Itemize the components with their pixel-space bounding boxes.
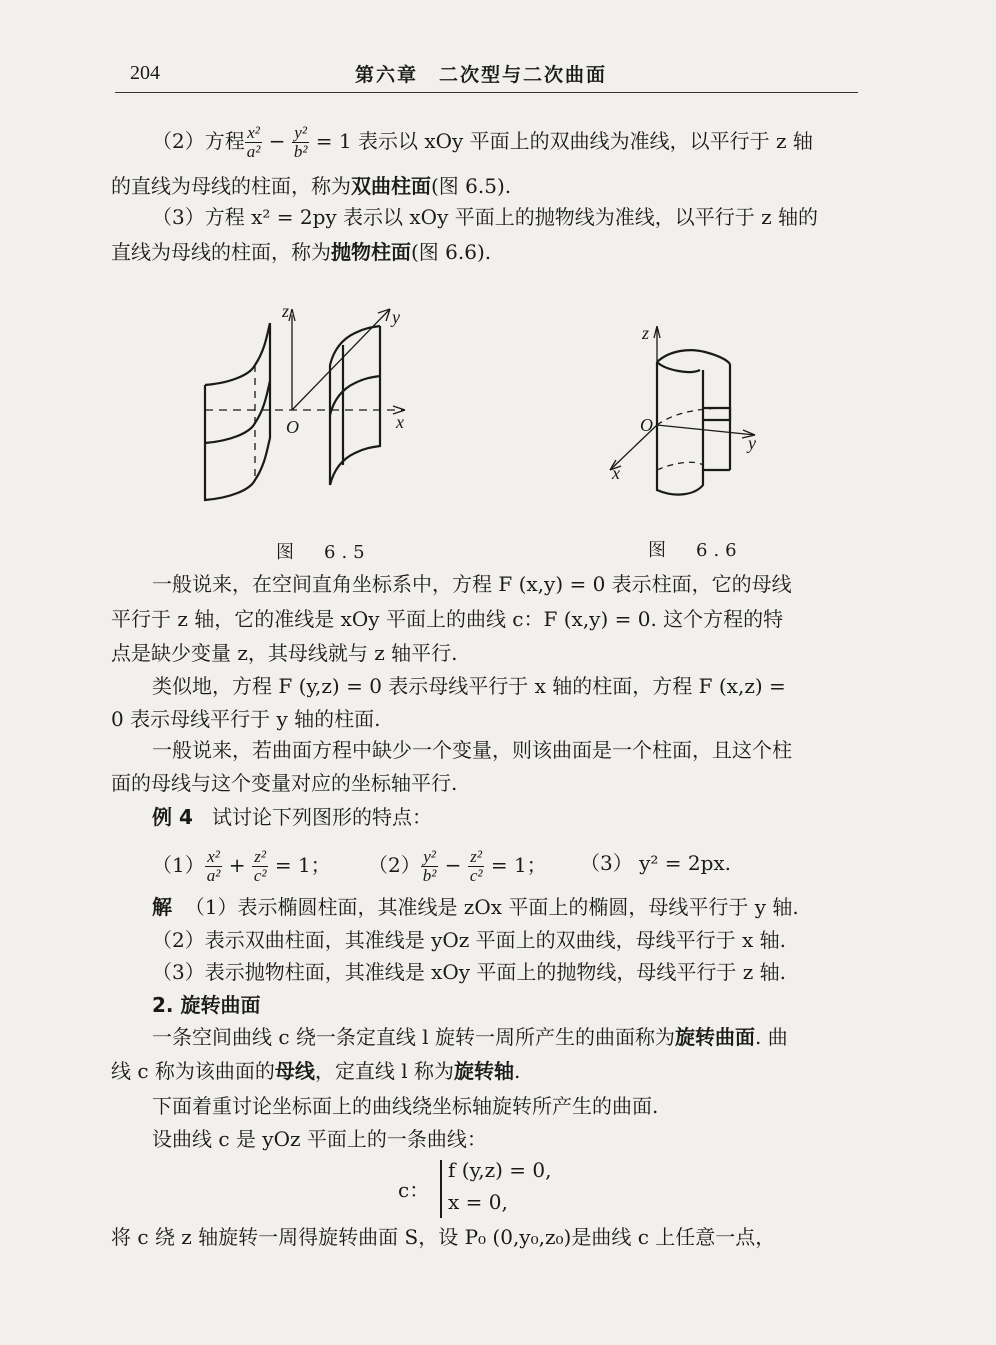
text: = 1；	[268, 853, 331, 877]
para7-line1: 下面着重讨论坐标面上的曲线绕坐标轴旋转所产生的曲面.	[152, 1094, 659, 1118]
solution-line2: （2）表示双曲柱面，其准线是 yOz 平面上的双曲线，母线平行于 x 轴.	[152, 928, 787, 952]
fraction	[292, 124, 310, 161]
fig66-label-o: O	[640, 415, 653, 435]
para3-line3: 点是缺少变量 z，其母线就与 z 轴平行.	[111, 641, 458, 665]
eq-label: （2）	[368, 853, 421, 877]
equation-3: （3） y² = 2px.	[580, 851, 732, 875]
text: 直线为母线的柱面，称为	[111, 240, 331, 264]
fraction	[421, 848, 439, 885]
para5-line2: 面的母线与这个变量对应的坐标轴平行.	[111, 771, 458, 795]
para-parabolic-line2	[111, 237, 491, 267]
system-eq2: x = 0,	[448, 1190, 508, 1214]
text: . 曲	[755, 1025, 788, 1049]
left-sheet-band	[205, 381, 270, 443]
parabola-top-back	[657, 350, 730, 364]
equation-2	[368, 848, 547, 885]
parabola-top-front	[657, 362, 700, 372]
denominator: b²	[422, 866, 437, 885]
term-surface-of-revolution: 旋转曲面	[675, 1025, 756, 1049]
para3-line1: 一般说来，在空间直角坐标系中，方程 F (x,y) = 0 表示柱面，它的母线	[152, 572, 792, 596]
para6-line1	[152, 1022, 788, 1052]
term-hyperbolic-cylinder: 双曲柱面	[351, 174, 431, 198]
text: （1）表示椭圆柱面，其准线是 zOx 平面上的椭圆，母线平行于 y 轴.	[184, 895, 799, 919]
system-brace	[440, 1160, 442, 1218]
chapter-title: 第六章 二次型与二次曲面	[355, 64, 608, 86]
fraction	[245, 124, 263, 161]
term-parabolic-cylinder: 抛物柱面	[331, 240, 411, 264]
example-label: 例 4	[152, 805, 193, 829]
para-hyperbolic-line1	[152, 124, 813, 161]
fig65-label-z: z	[282, 301, 290, 321]
text: 一条空间曲线 c 绕一条定直线 l 旋转一周所产生的曲面称为	[152, 1025, 676, 1049]
para-parabolic-line1: （3）方程 x² = 2py 表示以 xOy 平面上的抛物线为准线，以平行于 z 轴的	[152, 205, 818, 229]
numerator: y²	[421, 848, 439, 867]
text: = 1 表示以 xOy 平面上的双曲线为准线，以平行于 z 轴	[309, 129, 813, 153]
numerator: z²	[252, 848, 269, 867]
solution-line1	[152, 892, 799, 922]
denominator: b²	[293, 142, 308, 161]
example-text: 试讨论下列图形的特点：	[211, 805, 432, 829]
fraction	[252, 848, 269, 885]
para6-line2	[111, 1056, 520, 1086]
numerator: y²	[292, 124, 310, 143]
denominator: c²	[469, 866, 483, 885]
fraction	[205, 848, 223, 885]
fig66-caption: 图 6.6	[648, 540, 743, 561]
fig65-label-y: y	[392, 307, 400, 327]
fig65-label-o: O	[286, 417, 299, 437]
para8-line1: 设曲线 c 是 yOz 平面上的一条曲线：	[152, 1127, 487, 1151]
fig66-label-x: x	[612, 463, 620, 483]
denominator: c²	[253, 866, 267, 885]
fig65-label-x: x	[396, 412, 404, 432]
text: (图 6.5).	[431, 174, 512, 198]
text: (图 6.6).	[411, 240, 492, 264]
denominator: a²	[206, 866, 221, 885]
right-sheet-body	[330, 326, 380, 485]
example-4	[152, 802, 432, 832]
eq-label: （1）	[152, 853, 205, 877]
operator: +	[222, 853, 252, 877]
equation-1	[152, 848, 331, 885]
solution-label: 解	[152, 895, 172, 919]
para-hyperbolic-line2	[111, 171, 511, 201]
page-number: 204	[130, 62, 160, 84]
page-header	[115, 56, 858, 93]
numerator: x²	[245, 124, 263, 143]
y-axis	[657, 425, 755, 435]
text: ，定直线 l 称为	[314, 1059, 455, 1083]
operator: −	[438, 853, 468, 877]
text: （2）方程	[152, 129, 245, 153]
text: 的直线为母线的柱面，称为	[111, 174, 351, 198]
solution-line3: （3）表示抛物柱面，其准线是 xOy 平面上的抛物线，母线平行于 z 轴.	[152, 960, 787, 984]
text: = 1；	[484, 853, 547, 877]
system-eq1: f (y,z) = 0,	[448, 1158, 552, 1182]
cylinder-front	[657, 362, 703, 495]
para4-line1: 类似地，方程 F (y,z) = 0 表示母线平行于 x 轴的柱面，方程 F (x,z) =	[152, 674, 786, 698]
section-title-surface-of-revolution: 2. 旋转曲面	[152, 993, 261, 1017]
figure-6-6	[595, 320, 775, 520]
text: 线 c 称为该曲面的	[111, 1059, 275, 1083]
para3-line2: 平行于 z 轴，它的准线是 xOy 平面上的曲线 c：F (x,y) = 0. 这个方程的特	[111, 607, 784, 631]
right-sheet-band	[330, 376, 380, 415]
para5-line1: 一般说来，若曲面方程中缺少一个变量，则该曲面是一个柱面，且这个柱	[152, 738, 792, 762]
term-axis-of-rotation: 旋转轴	[454, 1059, 515, 1083]
para4-line2: 0 表示母线平行于 y 轴的柱面.	[111, 707, 381, 731]
fraction	[468, 848, 485, 885]
fig66-label-y: y	[748, 433, 756, 453]
text: −	[262, 129, 292, 153]
system-label: c：	[398, 1178, 430, 1202]
term-generatrix: 母线	[274, 1059, 315, 1083]
para9-line1: 将 c 绕 z 轴旋转一周得旋转曲面 S，设 P₀ (0,y₀,z₀)是曲线 c 上任意一点，	[111, 1225, 776, 1249]
text: .	[514, 1059, 521, 1083]
denominator: a²	[246, 142, 261, 161]
left-sheet-top	[205, 323, 270, 385]
numerator: x²	[205, 848, 223, 867]
fig66-label-z: z	[642, 323, 650, 343]
numerator: z²	[468, 848, 485, 867]
fig65-caption: 图 6.5	[276, 542, 371, 563]
